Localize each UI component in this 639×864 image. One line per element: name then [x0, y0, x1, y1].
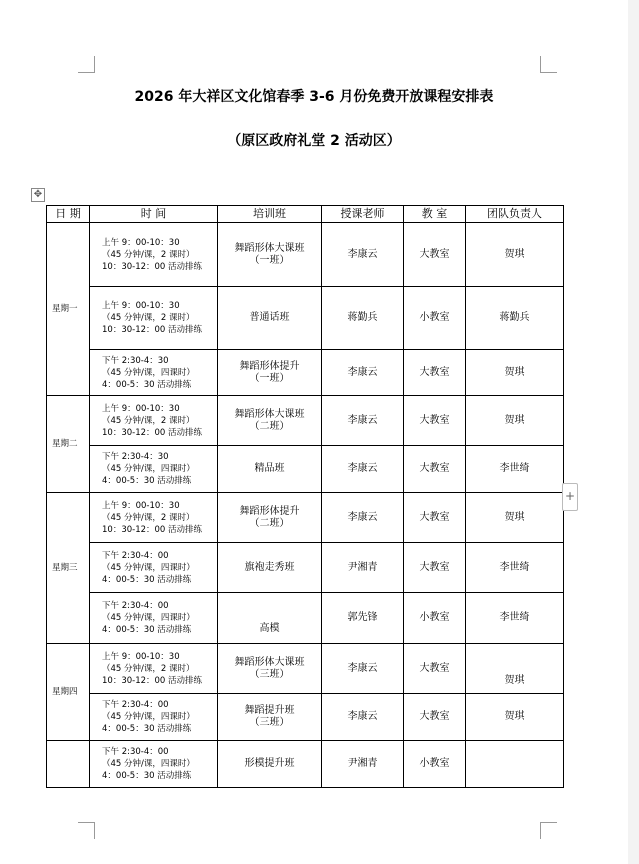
leader-cell: 李世绮 [466, 446, 564, 493]
table-row [47, 493, 564, 543]
class-cell: 舞蹈形体大课班 （一班） [218, 223, 322, 287]
teacher-cell: 尹湘青 [322, 543, 404, 593]
class-cell: 舞蹈提升班 （三班） [218, 694, 322, 741]
room-cell: 小教室 [404, 593, 466, 644]
class-cell: 形模提升班 [218, 741, 322, 788]
time-cell: 上午 9：00-10：30 （45 分钟/课，2 课时） 10：30-12：00 活动排练 [90, 644, 218, 694]
time-cell: 下午 2:30-4：30 （45 分钟/课，四课时） 4：00-5：30 活动排练 [90, 350, 218, 396]
table-row [47, 350, 564, 396]
class-cell: 普通话班 [218, 287, 322, 350]
table-row [47, 741, 564, 788]
leader-cell [466, 741, 564, 788]
time-cell: 上午 9：00-10：30 （45 分钟/课，2 课时） 10：30-12：00 活动排练 [90, 223, 218, 287]
table-row [47, 543, 564, 593]
teacher-cell: 李康云 [322, 493, 404, 543]
header-time: 时 间 [90, 206, 218, 223]
leader-cell: 贺琪 [466, 694, 564, 741]
teacher-cell: 李康云 [322, 694, 404, 741]
leader-cell: 贺琪 [466, 493, 564, 543]
day-cell-monday: 星期一 [47, 223, 90, 396]
room-cell: 小教室 [404, 287, 466, 350]
room-cell: 小教室 [404, 741, 466, 788]
teacher-cell: 李康云 [322, 644, 404, 694]
class-cell: 舞蹈形体提升 （一班） [218, 350, 322, 396]
room-cell: 大教室 [404, 396, 466, 446]
header-teacher: 授课老师 [322, 206, 404, 223]
day-cell-empty [47, 741, 90, 788]
time-cell: 下午 2:30-4：00 （45 分钟/课，四课时） 4：00-5：30 活动排练 [90, 593, 218, 644]
time-cell: 下午 2:30-4：00 （45 分钟/课，四课时） 4：00-5：30 活动排练 [90, 694, 218, 741]
crop-mark-bottom-right [540, 822, 557, 839]
room-cell: 大教室 [404, 223, 466, 287]
header-leader: 团队负责人 [466, 206, 564, 223]
class-cell: 舞蹈形体大课班 （三班） [218, 644, 322, 694]
class-cell: 高模 [218, 593, 322, 644]
class-cell: 舞蹈形体提升 （二班） [218, 493, 322, 543]
crop-mark-top-left [78, 56, 95, 73]
leader-cell: 贺琪 [466, 396, 564, 446]
room-cell: 大教室 [404, 694, 466, 741]
table-row [47, 223, 564, 287]
day-cell-wednesday: 星期三 [47, 493, 90, 644]
room-cell: 大教室 [404, 350, 466, 396]
table-row [47, 446, 564, 493]
room-cell: 大教室 [404, 446, 466, 493]
teacher-cell: 李康云 [322, 350, 404, 396]
leader-cell: 贺琪 [466, 223, 564, 287]
room-cell: 大教室 [404, 493, 466, 543]
header-class: 培训班 [218, 206, 322, 223]
teacher-cell: 李康云 [322, 223, 404, 287]
teacher-cell: 蒋勤兵 [322, 287, 404, 350]
schedule-table [46, 205, 564, 788]
time-cell: 下午 2:30-4：00 （45 分钟/课，四课时） 4：00-5：30 活动排练 [90, 543, 218, 593]
leader-cell: 贺琪 [466, 350, 564, 396]
teacher-cell: 尹湘青 [322, 741, 404, 788]
table-row [47, 287, 564, 350]
crop-mark-bottom-left [78, 822, 95, 839]
table-move-handle-icon[interactable]: ✥ [31, 188, 45, 202]
day-cell-tuesday: 星期二 [47, 396, 90, 493]
document-subtitle: （原区政府礼堂 2 活动区） [227, 133, 401, 149]
teacher-cell: 李康云 [322, 446, 404, 493]
teacher-cell: 李康云 [322, 396, 404, 446]
day-cell-thursday: 星期四 [47, 644, 90, 741]
class-cell: 精品班 [218, 446, 322, 493]
add-column-button[interactable]: + [562, 483, 578, 511]
header-date: 日 期 [47, 206, 90, 223]
leader-cell: 贺琪 [466, 644, 564, 694]
table-row [47, 593, 564, 644]
time-cell: 上午 9：00-10：30 （45 分钟/课，2 课时） 10：30-12：00 活动排练 [90, 493, 218, 543]
table-row [47, 694, 564, 741]
time-cell: 下午 2:30-4：30 （45 分钟/课，四课时） 4：00-5：30 活动排练 [90, 446, 218, 493]
class-cell: 舞蹈形体大课班 （二班） [218, 396, 322, 446]
teacher-cell: 郭先锋 [322, 593, 404, 644]
table-row [47, 396, 564, 446]
time-cell: 上午 9：00-10：30 （45 分钟/课，2 课时） 10：30-12：00 活动排练 [90, 287, 218, 350]
leader-cell: 李世绮 [466, 543, 564, 593]
room-cell: 大教室 [404, 644, 466, 694]
leader-cell: 蒋勤兵 [466, 287, 564, 350]
crop-mark-top-right [540, 56, 557, 73]
document-title: 2026 年大祥区文化馆春季 3-6 月份免费开放课程安排表 [134, 89, 494, 105]
leader-cell: 李世绮 [466, 593, 564, 644]
table-header-row [47, 206, 564, 223]
time-cell: 下午 2:30-4：00 （45 分钟/课，四课时） 4：00-5：30 活动排练 [90, 741, 218, 788]
header-room: 教 室 [404, 206, 466, 223]
time-cell: 上午 9：00-10：30 （45 分钟/课，2 课时） 10：30-12：00 活动排练 [90, 396, 218, 446]
class-cell: 旗袍走秀班 [218, 543, 322, 593]
room-cell: 大教室 [404, 543, 466, 593]
table-row [47, 644, 564, 694]
